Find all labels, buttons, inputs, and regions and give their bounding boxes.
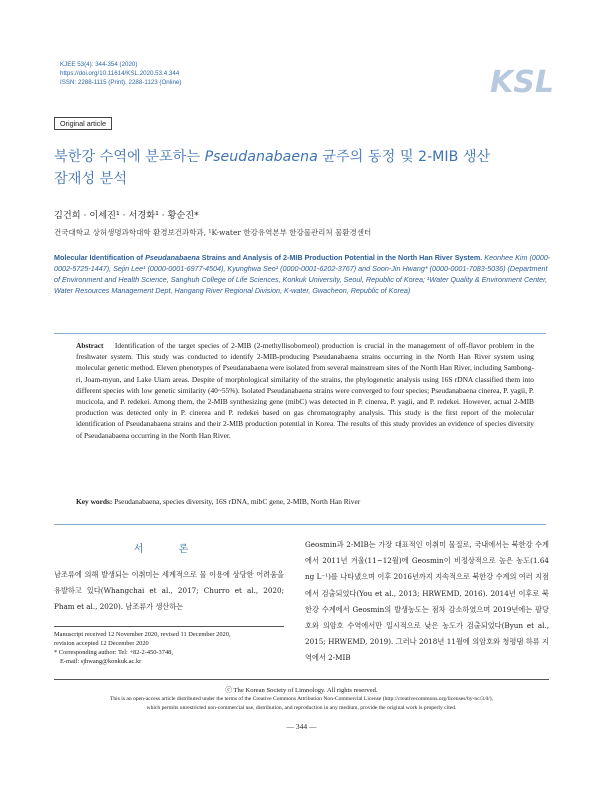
english-title-genus: Pseudanabaena: [145, 253, 200, 262]
footnote-corresponding: * Corresponding author: Tel: +82-2-450-3748,: [54, 649, 173, 656]
title-part2: 균주의 동정 및 2-MIB 생산: [317, 149, 491, 165]
footer-divider: [54, 679, 549, 680]
keywords: [76, 497, 536, 506]
footnotes: [54, 630, 294, 666]
journal-citation: KJEE 53(4): 344-354 (2020): [60, 61, 138, 68]
abstract-text: Identification of the target species of 2-MIB (2-methyllisoborneol) production is crucial in the management of off-flavor problem in the freshwater system. This study was conducted to identify 2-MIB-producing Pseudanabaena strains occurring in the North Han River system using molecular genetic method. Eleven phenotypes of Pseudanabaena were isolated from several mainstream sites of the North Han River, including Sambong-ri, Joam-myun, and Lake Uiam areas. Despite of morphological similarity of the strains, the phylogenetic analysis using 16S rDNA classified them into different species with low genetic similarity (40~55%). Isolated Pseudanabaena strains were converged to four species; Pseudanabaena cinerea, P. yagii, P. mucicola, and P. redekei. Among them, the 2-MIB synthesizing gene (mibC) was detected in P. cinerea, P. yagii, and P. redekei. However, actual 2-MIB production was detected only in P. cinerea and P. redekei based on gas chromatography analysis. This study is the first report of the molecular identification of Pseudanabaena strains and their 2-MIB production potential in Korea. The results of this study provides an evidence of species diversity of Pseudanabaena occurring in the North Han River.: [76, 341, 535, 440]
paper-title-korean: [54, 146, 554, 190]
journal-issn: ISSN: 2288-1115 (Print), 2288-1123 (Online): [60, 79, 182, 86]
copyright-notice: ⓒ The Korean Society of Limnology. All rights reserved.: [225, 687, 378, 694]
page-number: — 344 —: [286, 722, 317, 731]
title-part1: 북한강 수역에 분포하는: [54, 149, 205, 165]
intro-right-column: Geosmin과 2-MIB는 가장 대표적인 이취미 물질로, 국내에서는 북한강 수계에서 2011년 겨울(11~12월)에 Geosmin이 비정상적으로 높은 농도(1.64 ng L⁻¹)를 나타냈으며 이후 2016년까지 지속적으로 북한강 수계의 여러 지점에서 검출되었다(You et al., 2013; HRWEMD, 2016). 2014년 이후로 북한강 수계에서 Geosmin의 발생농도는 점차 감소하였으며 2019년에는 팔당호와 의암호 수역에서만 일시적으로 낮은 농도가 검출되었다(Byun et al., 2015; HRWEMD, 2019). 그러나 2018년 11월에 의암호와 청평댐 하류 지역에서 2-MIB: [305, 540, 549, 663]
license-line2: which permits unrestricted non-commercial use, distribution, and reproduction in any medium, provide the original work is properly cited.: [146, 704, 457, 711]
footnote-accepted: revision accepted 12 December 2020: [54, 640, 149, 647]
section-heading-introduction: 서 론: [133, 544, 205, 555]
license-notice: [54, 695, 549, 712]
footnote-received: Manuscript received 12 November 2020, revised 11 December 2020,: [54, 631, 231, 638]
authors-korean: 김건희 · 이세진¹ · 서경화¹ · 황순진*: [54, 210, 199, 221]
abstract-label: Abstract: [76, 341, 104, 350]
abstract: [76, 340, 534, 441]
intro-left-column: 남조류에 의해 발생되는 이취미는 세계적으로 물 이용에 상당한 어려움을 유발하고 있다(Whangchai et al., 2017; Churro et al., 2020; Pham et al., 2020). 남조류가 생산하는: [54, 570, 284, 611]
title-line2: 잠재성 분석: [54, 171, 128, 187]
footnote-divider: [54, 626, 284, 627]
article-type-badge: Original article: [54, 117, 112, 130]
license-line1: This is an open-access article distributed under the terms of the Creative Commons Attribution Non-Commercial License (http://creativecommons.org/licenses/by-nc/3.0/),: [109, 696, 494, 702]
ksl-logo-text: KSL: [490, 65, 554, 97]
english-authors: Keonhee Kim (0000-0002-5725-1447), Sejin Lee¹ (0000-0001-6977-4504), Kyunghwa Seo¹ (0000-0001-6202-3767) and Soon-Jin Hwang* (0000-0001-7083-5036) (Department of Environment and Health Science, Sanghuh College of Life Sciences, Konkuk University, Seoul, Republic of Korea; ¹Water Quality & Environment Center, Water Resources Management Dept, Hangang River Regional Division, K-water, Gwacheon, Republic of Korea): [54, 253, 551, 295]
journal-doi[interactable]: https://doi.org/10.11614/KSL.2020.53.4.344: [60, 70, 180, 77]
journal-info: [60, 60, 181, 87]
ksl-logo: [488, 63, 560, 97]
title-genus: Pseudanabaena: [204, 149, 318, 165]
english-title-a: Molecular Identification of: [54, 253, 146, 262]
english-title-b: Strains and Analysis of 2-MIB Production Potential in the North Han River System.: [199, 253, 483, 262]
affiliations-korean: 건국대학교 상허생명과학대학 환경보건과학과, ¹K-water 한강유역본부 한강물관리처 물환경센터: [54, 228, 372, 237]
footnote-email[interactable]: E-mail: sjhwang@konkuk.ac.kr: [60, 658, 142, 665]
keywords-text: Pseudanabaena, species diversity, 16S rDNA, mibC gene, 2-MIB, North Han River: [112, 497, 361, 506]
keywords-label: Key words:: [76, 497, 113, 506]
english-title-block: [54, 252, 554, 296]
